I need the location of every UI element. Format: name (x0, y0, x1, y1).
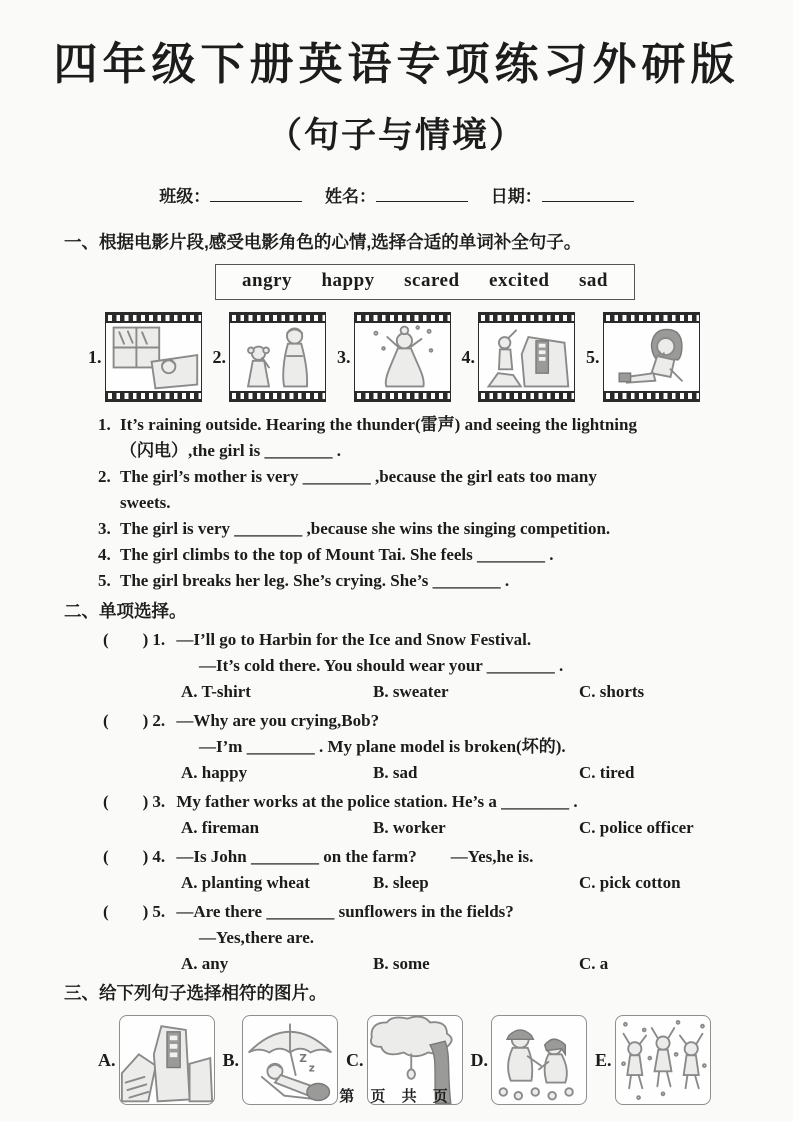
question-number: 2. (98, 467, 111, 486)
answer-bracket: ( ) (103, 792, 149, 811)
excited-girl-on-mount-tai-scene-icon (479, 323, 574, 391)
film-sprocket-strip (230, 313, 325, 323)
question-number: 1. (98, 415, 111, 434)
option-c: C. pick cotton (579, 873, 681, 892)
section1-question-5 (98, 568, 743, 594)
class-label: 班级： (159, 187, 211, 206)
section2-question-2 (103, 708, 753, 786)
question-number: 2. (152, 711, 166, 730)
film-sprocket-strip (355, 391, 450, 401)
question-number: 4. (98, 545, 111, 564)
option-a: A. happy (181, 763, 248, 782)
option-a: A. any (181, 954, 229, 973)
answer-bracket: ( ) (103, 902, 149, 921)
answer-bracket: ( ) (103, 630, 149, 649)
question-text: （闪电）,the girl is ________ . (120, 441, 341, 460)
question-text: —Is John ________ on the farm? —Yes,he is. (176, 847, 534, 866)
page-subtitle: （句子与情境） (266, 116, 526, 155)
film-sprocket-strip (106, 391, 201, 401)
film-sprocket-strip (479, 313, 574, 323)
question-number: 3. (152, 792, 166, 811)
film-frame-number: 1. (88, 346, 102, 367)
section1-question-2 (98, 464, 743, 516)
happy-girl-singing-dancing-scene-icon (355, 323, 450, 391)
student-info-row (0, 182, 793, 207)
date-blank-line (542, 186, 634, 202)
word-bank-word: sad (578, 270, 608, 291)
svg-text:Z: Z (299, 1052, 307, 1065)
option-b: B. some (373, 954, 430, 973)
film-frame-5 (586, 312, 700, 402)
question-number: 4. (152, 847, 166, 866)
word-bank-word: excited (489, 270, 550, 291)
question-text: The girl climbs to the top of Mount Tai. She feels ________ . (120, 545, 554, 564)
word-bank-word: scared (404, 270, 460, 291)
section1-question-1 (98, 412, 743, 464)
scared-girl-in-bed-by-window-scene-icon (106, 323, 201, 391)
option-a: A. planting wheat (181, 873, 310, 892)
page-footer: 第 页 共 页 (339, 1088, 454, 1105)
section2-question-1 (103, 627, 753, 705)
option-c: C. police officer (579, 818, 694, 837)
film-sprocket-strip (604, 391, 699, 401)
section3-heading: 三、给下列句子选择相符的图片。 (64, 983, 327, 1003)
film-sprocket-strip (230, 391, 325, 401)
angry-mother-and-girl-eating-sweets-scene-icon (230, 323, 325, 391)
film-sprocket-strip (106, 313, 201, 323)
answer-bracket: ( ) (103, 847, 149, 866)
section2-question-4 (103, 844, 753, 896)
question-text: —Yes,there are. (199, 928, 315, 947)
question-text: The girl is very ________ ,because she wins the singing competition. (120, 519, 611, 538)
question-text: It’s raining outside. Hearing the thunder(雷声) and seeing the lightning (120, 415, 637, 434)
option-a: A. fireman (181, 818, 260, 837)
section1-question-3 (98, 516, 743, 542)
option-b: B. sweater (373, 682, 449, 701)
film-frame-1 (88, 312, 202, 402)
picture-label: D. (470, 1049, 489, 1070)
sad-girl-crying-broken-leg-scene-icon (604, 323, 699, 391)
picture-label: B. (222, 1049, 240, 1070)
film-frame-number: 3. (337, 346, 351, 367)
section1-questions (98, 412, 743, 594)
option-a: A. T-shirt (181, 682, 251, 701)
picture-label: A. (98, 1049, 116, 1070)
question-text: My father works at the police station. He’s a ________ . (176, 792, 578, 811)
question-text: —Are there ________ sunflowers in the fields? (176, 902, 514, 921)
svg-text:z: z (308, 1062, 315, 1075)
film-sprocket-strip (355, 313, 450, 323)
section1-heading: 一、根据电影片段,感受电影角色的心情,选择合适的单词补全句子。 (64, 232, 582, 252)
section2-question-3 (103, 789, 753, 841)
picture-label: C. (346, 1049, 364, 1070)
option-c: C. a (579, 954, 609, 973)
film-frame-number: 5. (586, 346, 600, 367)
section1-question-4 (98, 542, 743, 568)
film-frame-2 (213, 312, 327, 402)
word-bank-word: angry (242, 270, 292, 291)
film-frame-number: 4. (461, 346, 475, 367)
name-blank-line (376, 186, 468, 202)
date-label: 日期： (490, 187, 542, 206)
section2-questions (103, 627, 753, 977)
option-c: C. tired (579, 763, 635, 782)
word-bank-word: happy (321, 270, 375, 291)
film-strip-row (88, 312, 793, 402)
option-b: B. sleep (373, 873, 429, 892)
question-text: —It’s cold there. You should wear your ________ . (199, 656, 564, 675)
film-frame-3 (337, 312, 451, 402)
page-title: 四年级下册英语专项练习外研版 (53, 40, 740, 89)
answer-bracket: ( ) (103, 711, 149, 730)
question-number: 5. (152, 902, 166, 921)
question-text: —I’m ________ . My plane model is broken(坏的). (199, 737, 566, 756)
picture-label: E. (595, 1049, 612, 1070)
option-b: B. sad (373, 763, 418, 782)
film-sprocket-strip (604, 313, 699, 323)
question-number: 1. (152, 630, 166, 649)
film-frame-number: 2. (212, 346, 226, 367)
film-sprocket-strip (479, 391, 574, 401)
section2-heading: 二、单项选择。 (64, 601, 187, 621)
name-label: 姓名： (325, 187, 376, 206)
question-text: The girl’s mother is very ________ ,because the girl eats too many (120, 467, 597, 486)
question-text: The girl breaks her leg. She’s crying. She’s ________ . (120, 571, 510, 590)
question-number: 5. (98, 571, 111, 590)
class-blank-line (210, 186, 302, 202)
question-text: sweets. (120, 493, 171, 512)
film-frame-4 (462, 312, 576, 402)
option-b: B. worker (373, 818, 446, 837)
option-c: C. shorts (579, 682, 645, 701)
question-number: 3. (98, 519, 111, 538)
question-text: —Why are you crying,Bob? (176, 711, 380, 730)
section2-question-5 (103, 899, 753, 977)
word-bank-box (215, 264, 635, 300)
question-text: —I’ll go to Harbin for the Ice and Snow Festival. (176, 630, 532, 649)
